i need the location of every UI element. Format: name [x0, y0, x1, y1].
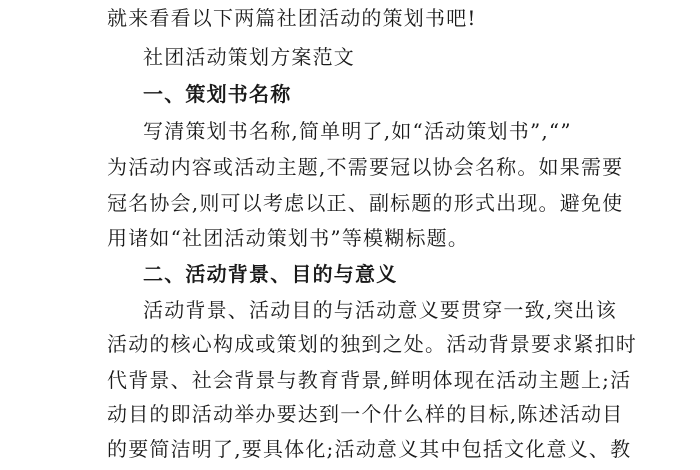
paragraph-line: 活动背景、活动目的与活动意义要贯穿一致,突出该	[143, 298, 617, 322]
intro-text: 就来看看以下两篇社团活动的策划书吧!	[107, 6, 477, 30]
paragraph-line: 代背景、社会背景与教育背景,鲜明体现在活动主题上;活	[107, 368, 632, 392]
paragraph-line: 为活动内容或活动主题,不需要冠以协会名称。如果需要	[107, 155, 624, 179]
paragraph-line: 冠名协会,则可以考虑以正、副标题的形式出现。避免使	[107, 191, 624, 215]
paragraph-line: 动目的即活动举办要达到一个什么样的目标,陈述活动目	[107, 402, 624, 426]
paragraph-line: 用诸如“社团活动策划书”等模糊标题。	[107, 226, 470, 250]
document-subtitle: 社团活动策划方案范文	[143, 45, 355, 69]
paragraph-line: 活动的核心构成或策划的独到之处。活动背景要求紧扣时	[107, 332, 637, 356]
section-2-heading: 二、活动背景、目的与意义	[143, 262, 398, 286]
paragraph-line: 的要简洁明了,要具体化;活动意义其中包括文化意义、教	[107, 437, 632, 461]
paragraph-line: 写清策划书名称,简单明了,如“活动策划书”,“”	[143, 119, 572, 143]
section-1-heading: 一、策划书名称	[143, 82, 292, 106]
